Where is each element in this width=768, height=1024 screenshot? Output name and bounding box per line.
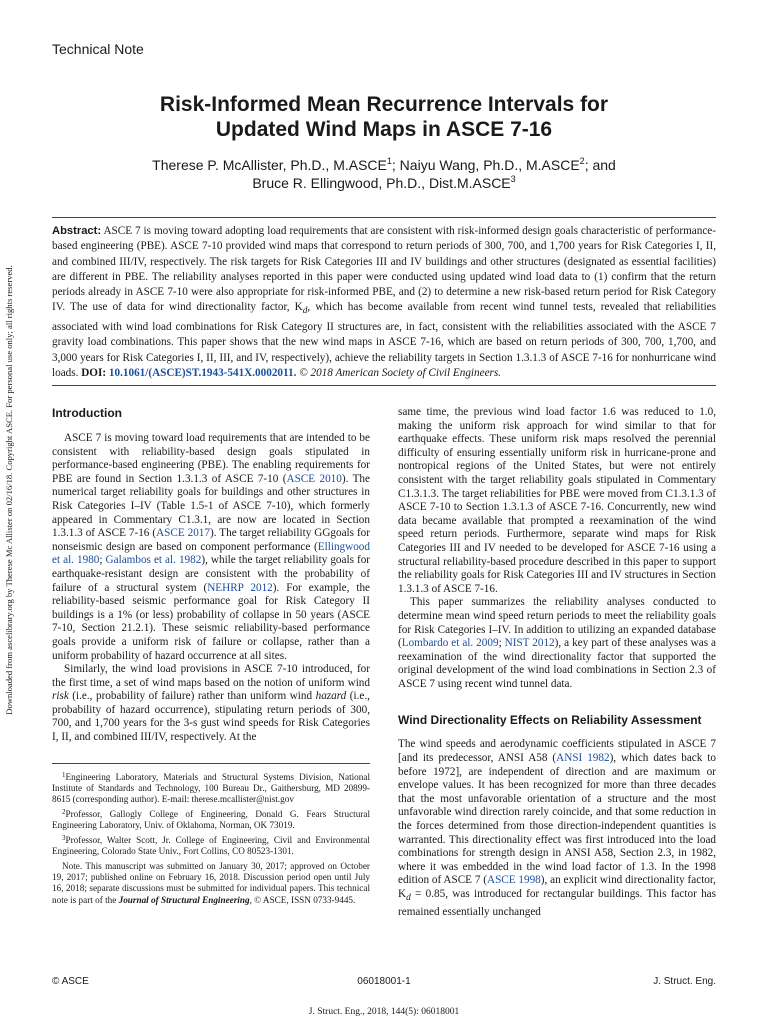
- cite-asce-2017[interactable]: ASCE 2017: [156, 527, 210, 540]
- page-footer: [52, 976, 716, 988]
- affiliation-mark-3[interactable]: 3: [510, 174, 516, 184]
- author-2: ; Naiyu Wang, Ph.D., M.ASCE: [391, 157, 580, 173]
- intro-paragraph-1: ASCE 7 is moving toward load requirements that are intended to be consistent with reliability-based design goals stipulated in performance-based engineering (PBE). The enabling requirements for PBE are found in Section 1.3.1.3 of ASCE 7-10 (ASCE 2010). The numerical target reliability goals for buildings and other structures in Risk Categories I–IV (Table 1.5-1 of ASCE 7-10), which formerly appeared in Commentary C1.3.1, are now are located in Section 1.3.1.3 of ASCE 7-16 (ASCE 2017). The target reliability GGgoals for nonseismic design are based on component performance (Ellingwood et al. 1980; Galambos et al. 1982), while the target reliability goals for earthquake-resistant design are consistent with the probability of failure of a structural system (NEHRP 2012). For example, the reliability-based seismic performance goal for Risk Category II buildings is a 1% (or less) probability of collapse in 50 years (ASCE 7-10, Section 21.2.1). These seismic reliability-based performance goals provide a uniform risk of failure or collapse, rather than a uniform probability of hazard occurrence at all sites.: [52, 432, 371, 662]
- footnotes: [52, 763, 370, 906]
- cite-ansi-1982[interactable]: ANSI 1982: [556, 752, 610, 765]
- download-notice: [3, 240, 14, 740]
- paper-title: [52, 92, 716, 142]
- doi-label: DOI:: [81, 366, 107, 379]
- abstract-top-rule: [52, 217, 716, 218]
- affiliation-mark-2[interactable]: 2: [579, 156, 585, 166]
- intro-paragraph-4: This paper summarizes the reliability analyses conducted to determine mean wind speed return periods to meet the reliability goals for Risk Categories I–IV. In addition to utilizing an expanded database (Lombardo et al. 2009; NIST 2012), a key part of these analyses was a reexamination of the wind directionality factor that supported the original development of the wind load combinations in Section 2.3 of ASCE 7 using recent wind tunnel data.: [398, 596, 717, 690]
- cite-asce-2010[interactable]: ASCE 2010: [286, 472, 342, 485]
- intro-paragraph-3: same time, the previous wind load factor 1.6 was reduced to 1.0, making the uniform risk approach for wind similar to that for earthquake effects. These uniform risk maps resolved the perennial difficulty of ensuring essentially uniform risk in hurricane-prone and nontropical regions of the United States, but were not entirely consistent with the target reliability goals stipulated in Commentary C1.3.1.3. The target reliabilities for PBE were moved from C1.3.1.3 of ASCE 7-10 to Section 1.3.1.3 of ASCE 7-16. Concurrently, new wind data became available that prompted a reexamination of the wind speed return periods. Furthermore, separate wind maps for Risk Categories III and IV needed to be developed for ASCE 7-16 using a structural reliability-based procedure described in this paper to support the reliability goals for Risk Categories III and IV structures in Section 1.3.1.3 of ASCE 7-16.: [398, 406, 716, 595]
- author-line-2: [52, 174, 716, 192]
- cite-ellingwood-1980[interactable]: Ellingwood et al. 1980: [52, 540, 370, 567]
- affiliation-mark-1[interactable]: 1: [386, 156, 392, 166]
- cite-lombardo-2009[interactable]: Lombardo et al. 2009: [401, 637, 499, 650]
- intro-paragraph-2: Similarly, the wind load provisions in ASCE 7-10 introduced, for the first time, a set of wind maps based on the notion of uniform wind risk (i.e., probability of failure) rather than uniform wind hazard (i.e., probability of hazard occurrence), stipulating return periods of 300, 700, and 1,700 years for the 3-s gust wind speeds for Risk Categories I, II, and combined III/IV, respectively. At the: [52, 663, 370, 744]
- abstract-text: ASCE 7 is moving toward adopting load requirements that are consistent with risk-informed design goals characteristic of performance-based engineering (PBE). ASCE 7-10 provided wind maps that correspond to return periods of 300, 700, and 1,700 years for Risk Categories I, II, and combined III/IV, respectively. The risk targets for Risk Categories III and IV buildings and other structures (designated as essential facilities) are different in PBE. The reliability analyses reported in this paper were conducted using updated wind load data to (1) confirm that the return periods already in ASCE 7-10 were also appropriate for risk-informed PBE, and (2) to determine a new risk-based return period for Risk Category IV. The use of data for wind directionality factor, K: [52, 225, 716, 314]
- right-column: [398, 406, 716, 919]
- abstract-label: Abstract:: [52, 225, 102, 237]
- footnote-2: $^2$Professor, Gallogly College of Engineering, Donald G. Fears Structural Engineering Laboratory, Univ. of Oklahoma, Norman, OK 73019.: [52, 807, 370, 831]
- copyright: © 2018 American Society of Civil Engineers.: [299, 366, 502, 379]
- title-line-1: Risk-Informed Mean Recurrence Intervals for: [159, 93, 609, 116]
- author-line-1: [52, 156, 716, 174]
- abstract-bottom-rule: [52, 385, 716, 386]
- abstract: [52, 224, 716, 381]
- wind-directionality-heading: Wind Directionality Effects on Reliability Assessment: [398, 713, 702, 728]
- author-list: [52, 156, 716, 192]
- directionality-paragraph: The wind speeds and aerodynamic coefficients stipulated in ASCE 7 [and its predecessor, ANSI A58 (ANSI 1982), which dates back to before 1972], are independent of direction and are maximum or envelope values. It has been recognized for more than three decades that the most unfavorable orientation of a structure and the most unfavorable wind direction rarely coincide, and that some reduction in the forces determined from those direction-independent quantities is warranted. This directionality effect was first introduced into the load combinations for strength design in ANSI A58, Section 2.3, in 1982, where it was embedded in the wind load factor of 1.3. In the 1998 edition of ASCE 7 (ASCE 1998), an explicit wind directionality factor, $K_d = 0.85$, was introduced for rectangular buildings. This factor has remained essentially unchanged: [398, 738, 716, 918]
- author-1: Therese P. McAllister, Ph.D., M.ASCE: [152, 157, 387, 173]
- footer-page-id: 06018001-1: [357, 976, 411, 987]
- kd-subscript: d: [302, 306, 308, 317]
- introduction-heading: Introduction: [52, 406, 122, 420]
- section-label: Technical Note: [52, 41, 144, 57]
- title-line-2: Updated Wind Maps in ASCE 7-16: [215, 118, 553, 141]
- footnote-3: $^3$Professor, Walter Scott, Jr. College of Engineering, Civil and Environmental Engineering, Colorado State Univ., Fort Collins, CO 80523-1301.: [52, 833, 370, 857]
- cite-nehrp-2012[interactable]: NEHRP 2012: [207, 581, 273, 594]
- footer-publisher: © ASCE: [52, 976, 89, 987]
- cite-asce-1998[interactable]: ASCE 1998: [486, 874, 541, 887]
- author-separator: ; and: [584, 157, 616, 173]
- footnote-1: $^1$Engineering Laboratory, Materials and Structural Systems Division, National Institute of Standards and Technology, 100 Bureau Dr., Gaithersburg, MD 20899-8615 (corresponding author). E-mail: therese.mcallister@nist.gov: [52, 770, 370, 805]
- submission-note: Note. This manuscript was submitted on January 30, 2017; approved on October 19, 2017; published online on February 16, 2018. Discussion period open until July 16, 2018; separate discussions must be submitted for individual papers. This technical note is part of the Journal of Structural Engineering, © ASCE, ISSN 0733-9445.: [52, 860, 370, 905]
- footer-journal: J. Struct. Eng.: [653, 976, 716, 987]
- journal-name: Journal of Structural Engineering: [118, 894, 250, 905]
- cite-nist-2012[interactable]: NIST 2012: [504, 637, 555, 650]
- journal-citation: J. Struct. Eng., 2018, 144(5): 06018001: [308, 1007, 460, 1017]
- left-column: [52, 406, 370, 909]
- doi-link[interactable]: 10.1061/(ASCE)ST.1943-541X.0002011.: [108, 366, 297, 379]
- cite-galambos-1982[interactable]: Galambos et al. 1982: [105, 554, 202, 567]
- abstract-text-2: , which has become available from recent wind tunnel tests, revealed that reliabilities associated with wind load combinations for Risk Category II structures are, in fact, consistent with the reliabilities associated with the ASCE 7 gravity load combinations. This paper shows that the new wind maps in ASCE 7-16, which are based on return periods of 300, 700, 1,700, and 3,000 years for Risk Categories I, II, III, and IV, respectively), achieve the reliability targets in Section 1.3.1.3 of ASCE 7-16 for nonhurricane wind loads.: [52, 301, 716, 379]
- author-3: Bruce R. Ellingwood, Ph.D., Dist.M.ASCE: [252, 175, 511, 191]
- download-notice-text: Downloaded from ascelibrary.org by Therese Mc Allister on 02/16/18. Copyright ASCE. For personal use only; all rights reserved.: [3, 265, 14, 715]
